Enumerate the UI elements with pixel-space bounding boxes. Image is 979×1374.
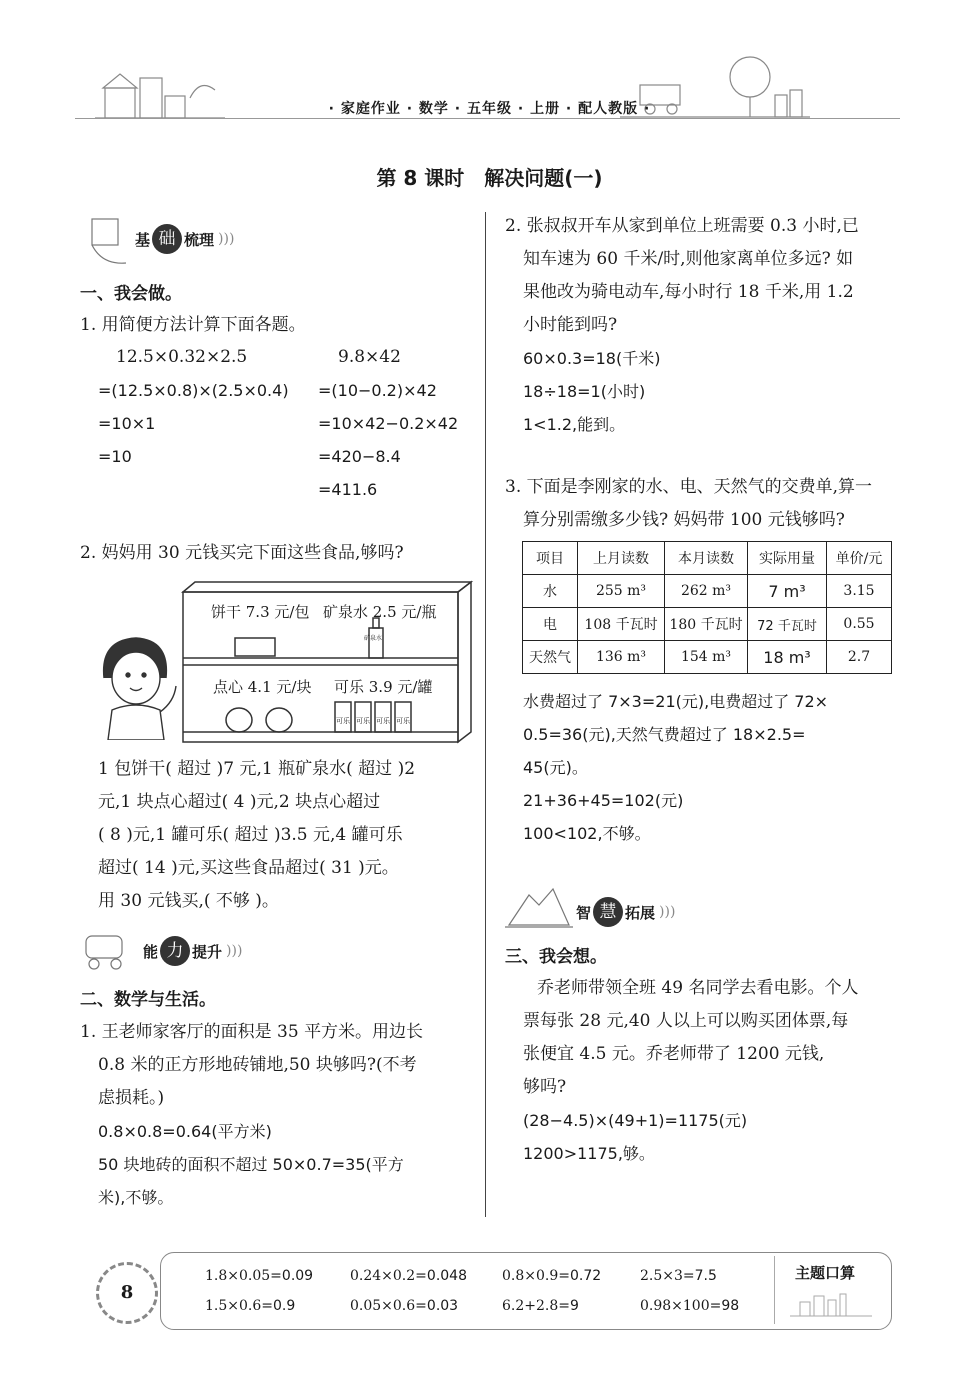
r-q3-block <box>505 471 872 537</box>
q2-text: 2. 妈妈用 30 元钱买完下面这些食品,够吗? <box>80 543 404 563</box>
table-cell: 255 m³ <box>578 575 665 608</box>
oral-answer: 98 <box>721 1298 740 1314</box>
can-label: 可乐 <box>336 717 350 725</box>
table-cell: 3.15 <box>827 575 892 608</box>
oral-item <box>350 1268 467 1284</box>
calc-line: =10×1 <box>98 414 156 433</box>
table-cell: 136 m³ <box>578 641 665 674</box>
nengli-badge-icon <box>80 928 138 972</box>
answer-line: 45(元)。 <box>523 758 588 777</box>
answer-line: 用 30 元钱买,( 不够 )。 <box>98 891 279 911</box>
header-rule <box>75 118 900 119</box>
table-row <box>523 575 892 608</box>
oral-question: 0.24×0.2= <box>350 1268 427 1284</box>
oral-question: 0.05×0.6= <box>350 1298 427 1314</box>
r-q2-block <box>505 210 859 441</box>
table-cell: 7 m³ <box>748 575 827 608</box>
oral-question: 1.5×0.6= <box>205 1298 273 1314</box>
girl-illustration <box>90 630 182 740</box>
oral-question: 1.8×0.05= <box>205 1268 282 1284</box>
can-label: 可乐 <box>376 717 390 725</box>
badge-char: 梳理 <box>184 230 215 249</box>
oral-label: 主题口算 <box>795 1264 856 1282</box>
table-row <box>523 608 892 641</box>
shelf-label-water: 矿泉水 2.5 元/瓶 <box>323 603 437 621</box>
oral-skyline-icon <box>790 1290 872 1318</box>
oral-item <box>502 1268 601 1284</box>
oral-item <box>205 1298 295 1314</box>
table-cell: 电 <box>523 608 578 641</box>
question-line: 1. 王老师家客厅的面积是 35 平方米。用边长 <box>80 1022 424 1042</box>
table-header-cell: 项目 <box>523 542 578 575</box>
oral-answer: 0.09 <box>281 1268 314 1284</box>
calc-line: =(10−0.2)×42 <box>318 381 437 400</box>
question-line: 虑损耗。) <box>98 1088 165 1108</box>
section-badge-zhihui <box>576 893 675 931</box>
shelf-label-cookies: 饼干 7.3 元/包 <box>211 603 310 621</box>
oral-answer: 9 <box>570 1298 579 1314</box>
table-cell: 水 <box>523 575 578 608</box>
oral-arithmetic-box <box>160 1252 892 1330</box>
table-header-cell: 本月读数 <box>665 542 748 575</box>
calc-line: =10 <box>98 447 132 466</box>
lesson-title: 第 8 课时 解决问题(一) <box>376 166 603 190</box>
oral-question: 2.5×3= <box>640 1268 695 1284</box>
table-header-row <box>523 542 892 575</box>
utility-bill-table <box>522 541 892 674</box>
badge-char-circle: 力 <box>160 936 190 966</box>
q2-answer-block <box>98 753 415 918</box>
oral-item <box>640 1268 717 1284</box>
answer-line: ( 8 )元,1 罐可乐( 超过 )3.5 元,4 罐可乐 <box>98 825 403 845</box>
can-label: 可乐 <box>396 717 410 725</box>
badge-char: 智 <box>576 903 592 922</box>
calc-line: 12.5×0.32×2.5 <box>116 347 248 367</box>
q1-text: 1. 用简便方法计算下面各题。 <box>80 315 306 335</box>
question-line: 知车速为 60 千米/时,则他家离单位多远? 如 <box>523 249 854 269</box>
oral-box-divider <box>774 1256 775 1324</box>
table-cell: 262 m³ <box>665 575 748 608</box>
calc-line: =10×42−0.2×42 <box>318 414 459 433</box>
table-cell: 0.55 <box>827 608 892 641</box>
oral-answer: 0.72 <box>570 1268 602 1284</box>
page-number-gear <box>96 1262 158 1324</box>
badge-char: 能 <box>143 942 159 961</box>
question-line: 够吗? <box>523 1077 567 1097</box>
calc-line: =411.6 <box>318 480 378 499</box>
bottle-label: 矿泉水 <box>364 635 383 642</box>
table-cell: 天然气 <box>523 641 578 674</box>
jichu-badge-icon <box>88 215 128 267</box>
can-label: 可乐 <box>356 717 370 725</box>
oral-answer: 0.9 <box>273 1298 296 1314</box>
oral-question: 0.8×0.9= <box>502 1268 570 1284</box>
question-line: 张便宜 4.5 元。乔老师带了 1200 元钱, <box>523 1044 825 1064</box>
answer-line: 0.5=36(元),天然气费超过了 18×2.5= <box>523 725 806 744</box>
answer-line: 1 包饼干( 超过 )7 元,1 瓶矿泉水( 超过 )2 <box>98 759 416 779</box>
oral-item <box>205 1268 313 1284</box>
header-title: · 家庭作业 · 数学 · 五年级 · 上册 · 配人教版 · <box>328 101 651 117</box>
question-line: 乔老师带领全班 49 名同学去看电影。个人 <box>537 978 859 998</box>
oral-item <box>502 1298 579 1314</box>
zhihui-badge-icon <box>505 885 573 933</box>
question-line: 0.8 米的正方形地砖铺地,50 块够吗?(不考 <box>98 1055 417 1075</box>
table-cell: 18 m³ <box>748 641 827 674</box>
p3-block <box>523 972 858 1170</box>
section-badge-jichu <box>135 220 234 258</box>
calc-line: =(12.5×0.8)×(2.5×0.4) <box>98 381 289 400</box>
answer-line: 水费超过了 7×3=21(元),电费超过了 72× <box>523 692 829 711</box>
section-badge-nengli <box>143 932 242 970</box>
answer-line: 1<1.2,能到。 <box>523 415 626 434</box>
shelf-label-cola: 可乐 3.9 元/罐 <box>334 678 433 696</box>
badge-arcs: ))) <box>218 231 235 247</box>
oral-question: 0.98×100= <box>640 1298 722 1314</box>
column-divider <box>485 212 486 1217</box>
table-cell: 180 千瓦时 <box>665 608 748 641</box>
question-line: 小时能到吗? <box>523 315 618 335</box>
answer-line: 60×0.3=18(千米) <box>523 349 661 368</box>
badge-char: 基 <box>135 230 151 249</box>
badge-char: 提升 <box>192 942 223 961</box>
oral-question: 6.2+2.8= <box>502 1298 570 1314</box>
answer-line: 1200>1175,够。 <box>523 1144 655 1163</box>
calc-a <box>98 341 289 473</box>
oral-answer: 0.03 <box>426 1298 459 1314</box>
calc-line: =420−8.4 <box>318 447 401 466</box>
answer-line: 超过( 14 )元,买这些食品超过( 31 )元。 <box>98 858 399 878</box>
badge-arcs: ))) <box>659 904 676 920</box>
badge-char-circle: 础 <box>152 224 182 254</box>
page-number: 8 <box>120 1282 134 1303</box>
oral-answer: 0.048 <box>426 1268 467 1284</box>
shelf-label-snack: 点心 4.1 元/块 <box>213 678 312 696</box>
table-cell: 108 千瓦时 <box>578 608 665 641</box>
answer-line: 米),不够。 <box>98 1188 174 1207</box>
answer-line: 50 块地砖的面积不超过 50×0.7=35(平方 <box>98 1155 404 1174</box>
question-line: 3. 下面是李刚家的水、电、天然气的交费单,算一 <box>505 477 873 497</box>
badge-arcs: ))) <box>226 943 243 959</box>
r-q3-answers <box>523 685 828 850</box>
table-header-cell: 实际用量 <box>748 542 827 575</box>
table-header-cell: 上月读数 <box>578 542 665 575</box>
oral-item <box>350 1298 458 1314</box>
question-line: 票每张 28 元,40 人以上可以购买团体票,每 <box>523 1011 849 1031</box>
part3-heading: 三、我会想。 <box>505 947 607 967</box>
answer-line: 100<102,不够。 <box>523 824 651 843</box>
part2-heading: 二、数学与生活。 <box>80 990 216 1010</box>
answer-line: 0.8×0.8=0.64(平方米) <box>98 1122 272 1141</box>
calc-line: 9.8×42 <box>338 347 401 367</box>
table-cell: 2.7 <box>827 641 892 674</box>
table-cell: 154 m³ <box>665 641 748 674</box>
oral-item <box>640 1298 739 1314</box>
question-line: 算分别需缴多少钱? 妈妈带 100 元钱够吗? <box>523 510 845 530</box>
answer-line: 18÷18=1(小时) <box>523 382 646 401</box>
oral-answer: 7.5 <box>694 1268 717 1284</box>
badge-char: 拓展 <box>625 903 656 922</box>
part1-heading: 一、我会做。 <box>80 284 182 304</box>
table-row <box>523 641 892 674</box>
badge-char-circle: 慧 <box>593 897 623 927</box>
answer-line: 元,1 块点心超过( 4 )元,2 块点心超过 <box>98 792 381 812</box>
p2q1-block <box>80 1016 423 1214</box>
question-line: 果他改为骑电动车,每小时行 18 千米,用 1.2 <box>523 282 854 302</box>
table-header-cell: 单价/元 <box>827 542 892 575</box>
answer-line: 21+36+45=102(元) <box>523 791 684 810</box>
answer-line: (28−4.5)×(49+1)=1175(元) <box>523 1111 748 1130</box>
table-cell: 72 千瓦时 <box>748 608 827 641</box>
question-line: 2. 张叔叔开车从家到单位上班需要 0.3 小时,已 <box>505 216 859 236</box>
calc-b <box>318 341 458 506</box>
